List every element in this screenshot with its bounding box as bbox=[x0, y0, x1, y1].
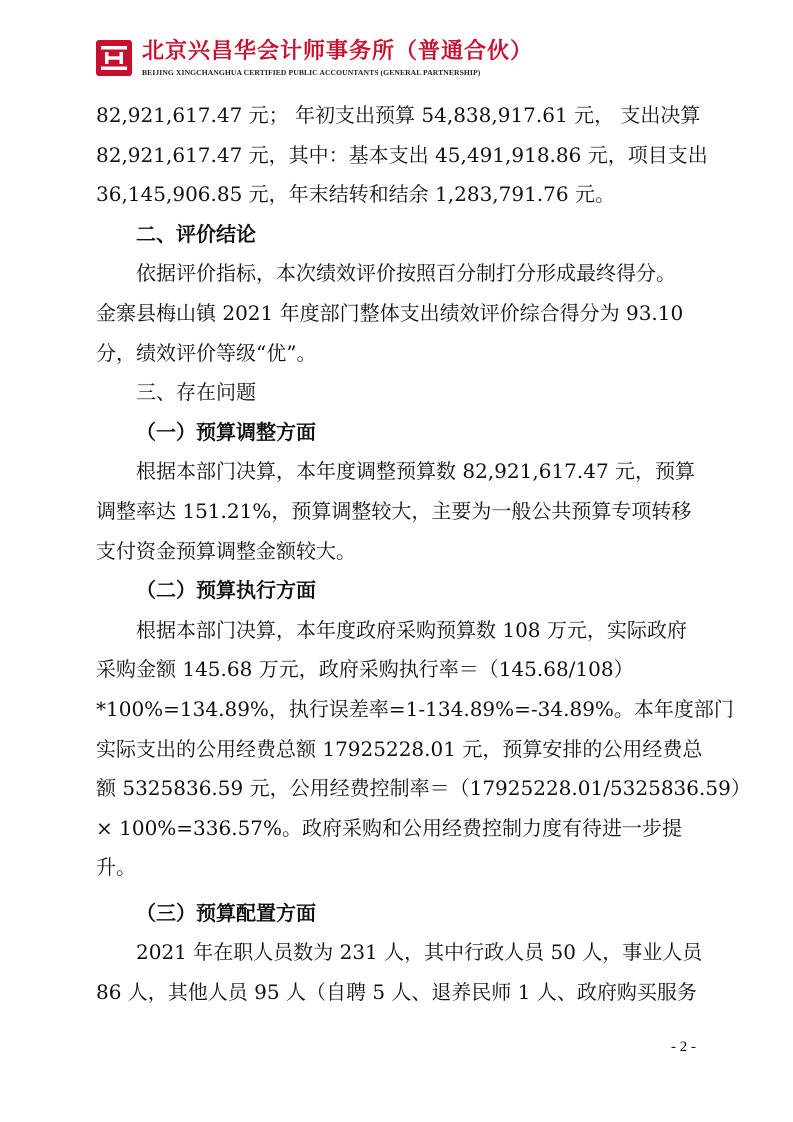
firm-logo-icon bbox=[96, 40, 132, 76]
text-line: 支付资金预算调整金额较大。 bbox=[96, 538, 356, 563]
text-line: 额 5325836.59 元，公用经费控制率＝（17925228.01/5325836.59） bbox=[96, 776, 751, 801]
text-line: 分，绩效评价等级“优”。 bbox=[96, 340, 317, 365]
text-line: 2021 年在职人员数为 231 人，其中行政人员 50 人，事业人员 bbox=[136, 940, 703, 965]
firm-name: 北京兴昌华会计师事务所（普通合伙） bbox=[142, 39, 534, 64]
text-line: 金寨县梅山镇 2021 年度部门整体支出绩效评价综合得分为 93.10 bbox=[96, 300, 684, 325]
text-line: 82,921,617.47 元； 年初支出预算 54,838,917.61 元， 支出决算 bbox=[96, 103, 701, 127]
text-line: 36,145,906.85 元，年末结转和结余 1,283,791.76 元。 bbox=[96, 182, 615, 207]
subsection-heading: （一）预算调整方面 bbox=[136, 419, 316, 444]
text-line: 82,921,617.47 元，其中：基本支出 45,491,918.86 元，项目支出 bbox=[96, 142, 708, 167]
text-line: 实际支出的公用经费总额 17925228.01 元，预算安排的公用经费总 bbox=[96, 736, 703, 761]
text-line: 升。 bbox=[96, 855, 136, 880]
text-line: 根据本部门决算，本年度调整预算数 82,921,617.47 元，预算 bbox=[136, 459, 696, 484]
text-line: 调整率达 151.21%，预算调整较大，主要为一般公共预算专项转移 bbox=[96, 498, 692, 523]
firm-name-english: BEIJING XINGCHANGHUA CERTIFIED PUBLIC ACCOUNTANTS (GENERAL PARTNERSHIP) bbox=[142, 68, 481, 77]
section-heading: 二、评价结论 bbox=[136, 221, 256, 246]
text-line: 根据本部门决算，本年度政府采购预算数 108 万元，实际政府 bbox=[136, 617, 687, 642]
page-number: - 2 - bbox=[671, 1039, 696, 1055]
subsection-heading: （二）预算执行方面 bbox=[136, 578, 316, 603]
text-line: 86 人，其他人员 95 人（自聘 5 人、退养民师 1 人、政府购买服务 bbox=[96, 980, 697, 1005]
text-line: *100%=134.89%，执行误差率=1-134.89%=-34.89%。本年度部门 bbox=[96, 696, 734, 721]
text-line: × 100%=336.57%。政府采购和公用经费控制力度有待进一步提 bbox=[96, 815, 683, 840]
subsection-heading: （三）预算配置方面 bbox=[136, 900, 316, 925]
letterhead bbox=[96, 38, 616, 86]
section-heading: 三、存在问题 bbox=[136, 380, 256, 405]
document-body bbox=[96, 96, 751, 1013]
text-line: 采购金额 145.68 万元，政府采购执行率＝（145.68/108） bbox=[96, 657, 634, 682]
text-line: 依据评价指标，本次绩效评价按照百分制打分形成最终得分。 bbox=[136, 261, 676, 286]
